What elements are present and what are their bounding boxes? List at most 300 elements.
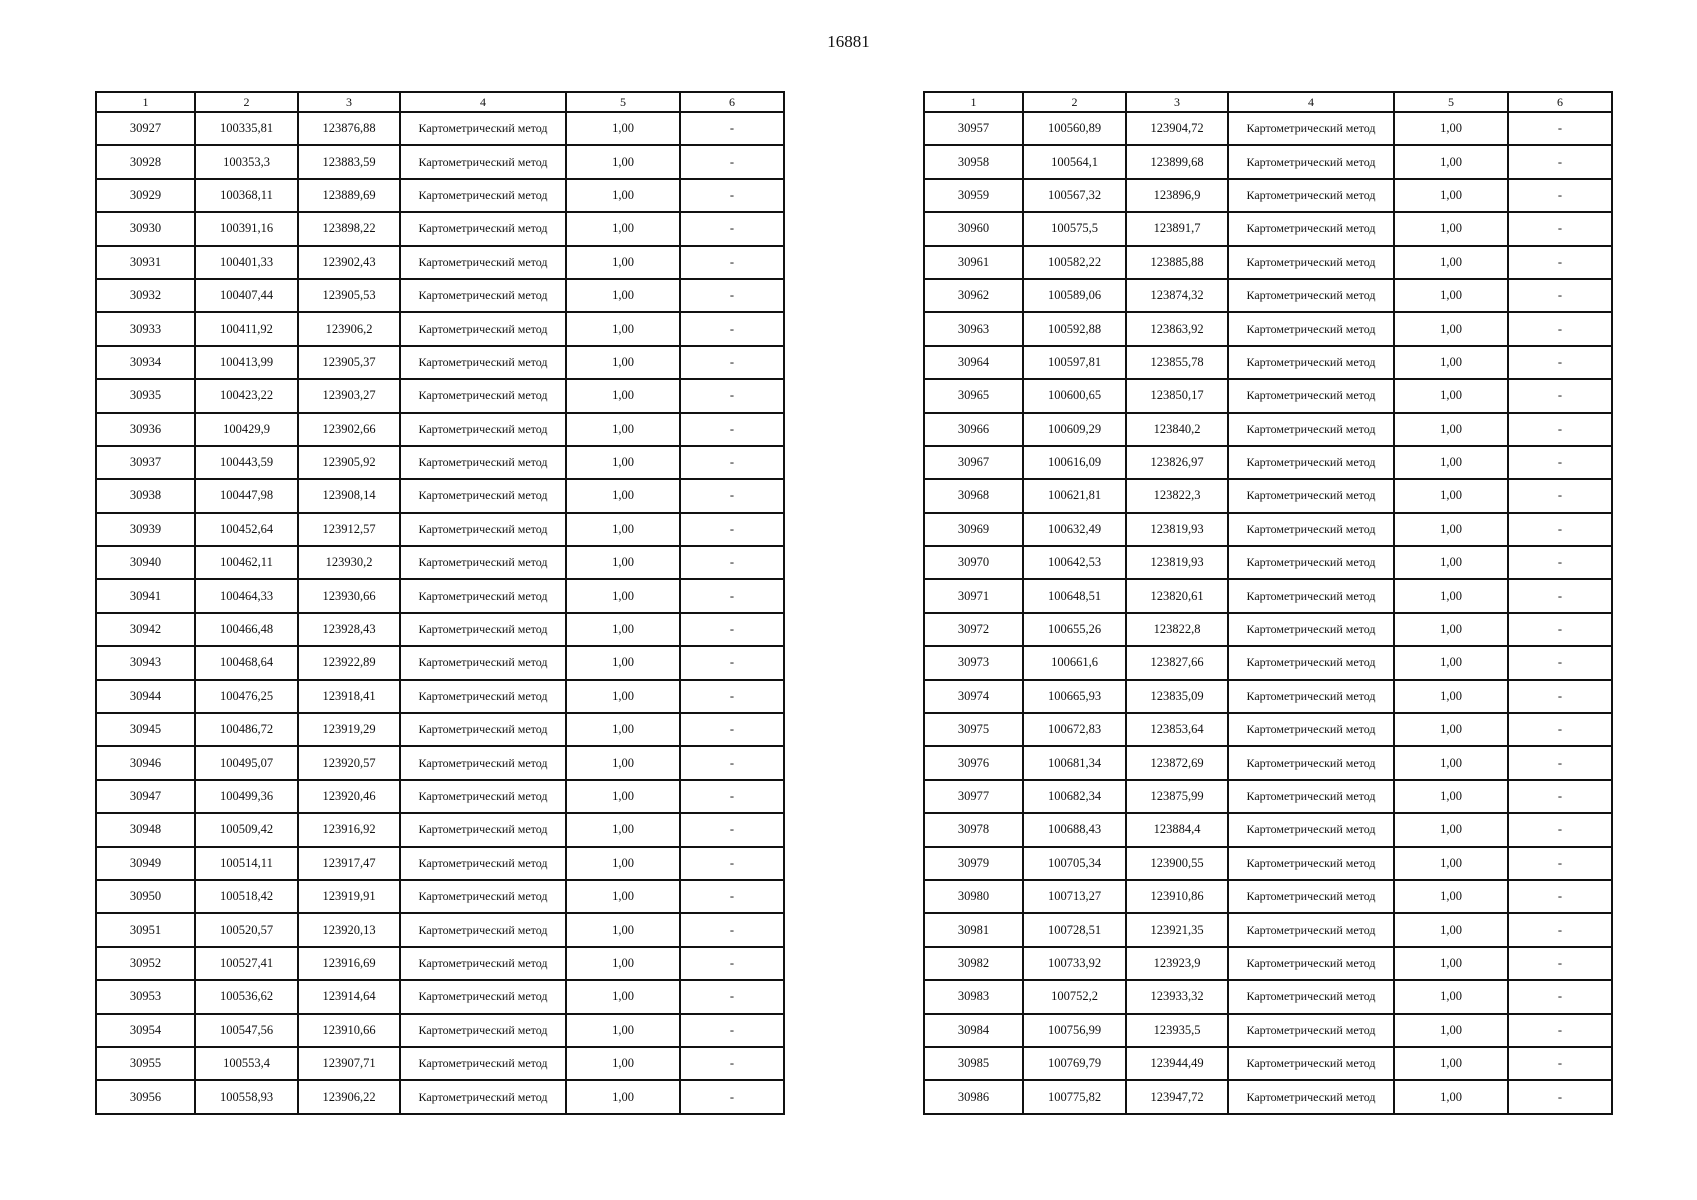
accuracy-cell: 1,00 [566, 179, 680, 212]
description-cell: - [1508, 145, 1612, 178]
x-coordinate-cell: 100769,79 [1023, 1047, 1126, 1080]
method-cell: Картометрический метод [400, 813, 566, 846]
method-cell: Картометрический метод [1228, 413, 1394, 446]
accuracy-cell: 1,00 [566, 579, 680, 612]
x-coordinate-cell: 100582,22 [1023, 246, 1126, 279]
description-cell: - [680, 546, 784, 579]
table-row [96, 680, 784, 713]
accuracy-cell: 1,00 [1394, 413, 1508, 446]
description-cell: - [1508, 980, 1612, 1013]
point-number-cell: 30962 [924, 279, 1023, 312]
point-number-cell: 30933 [96, 312, 195, 345]
x-coordinate-cell: 100558,93 [195, 1080, 298, 1113]
table-row [924, 713, 1612, 746]
method-cell: Картометрический метод [400, 246, 566, 279]
y-coordinate-cell: 123920,57 [298, 746, 400, 779]
accuracy-cell: 1,00 [566, 413, 680, 446]
y-coordinate-cell: 123898,22 [298, 212, 400, 245]
point-number-cell: 30978 [924, 813, 1023, 846]
y-coordinate-cell: 123863,92 [1126, 312, 1228, 345]
y-coordinate-cell: 123903,27 [298, 379, 400, 412]
description-cell: - [680, 980, 784, 1013]
accuracy-cell: 1,00 [1394, 947, 1508, 980]
point-number-cell: 30970 [924, 546, 1023, 579]
accuracy-cell: 1,00 [1394, 813, 1508, 846]
point-number-cell: 30929 [96, 179, 195, 212]
accuracy-cell: 1,00 [1394, 713, 1508, 746]
y-coordinate-cell: 123827,66 [1126, 646, 1228, 679]
description-cell: - [1508, 346, 1612, 379]
description-cell: - [680, 212, 784, 245]
accuracy-cell: 1,00 [566, 913, 680, 946]
point-number-cell: 30965 [924, 379, 1023, 412]
point-number-cell: 30937 [96, 446, 195, 479]
description-cell: - [1508, 880, 1612, 913]
table-row [924, 112, 1612, 145]
table-row [96, 546, 784, 579]
point-number-cell: 30971 [924, 579, 1023, 612]
description-cell: - [680, 913, 784, 946]
table-row [924, 145, 1612, 178]
accuracy-cell: 1,00 [566, 312, 680, 345]
y-coordinate-cell: 123819,93 [1126, 546, 1228, 579]
table-row [96, 646, 784, 679]
description-cell: - [1508, 813, 1612, 846]
description-cell: - [1508, 579, 1612, 612]
method-cell: Картометрический метод [1228, 746, 1394, 779]
method-cell: Картометрический метод [400, 379, 566, 412]
y-coordinate-cell: 123874,32 [1126, 279, 1228, 312]
description-cell: - [680, 246, 784, 279]
accuracy-cell: 1,00 [566, 947, 680, 980]
table-row [96, 513, 784, 546]
point-number-cell: 30940 [96, 546, 195, 579]
table-row [924, 279, 1612, 312]
y-coordinate-cell: 123835,09 [1126, 680, 1228, 713]
table-row [924, 546, 1612, 579]
x-coordinate-cell: 100733,92 [1023, 947, 1126, 980]
x-coordinate-cell: 100728,51 [1023, 913, 1126, 946]
accuracy-cell: 1,00 [1394, 179, 1508, 212]
table-row [96, 179, 784, 212]
description-cell: - [680, 179, 784, 212]
x-coordinate-cell: 100536,62 [195, 980, 298, 1013]
accuracy-cell: 1,00 [566, 346, 680, 379]
table-row [924, 179, 1612, 212]
method-cell: Картометрический метод [1228, 112, 1394, 145]
accuracy-cell: 1,00 [1394, 312, 1508, 345]
table-row [96, 479, 784, 512]
method-cell: Картометрический метод [400, 546, 566, 579]
column-header-1: 1 [96, 92, 195, 112]
method-cell: Картометрический метод [1228, 780, 1394, 813]
y-coordinate-cell: 123905,53 [298, 279, 400, 312]
description-cell: - [680, 413, 784, 446]
description-cell: - [1508, 1047, 1612, 1080]
point-number-cell: 30969 [924, 513, 1023, 546]
x-coordinate-cell: 100648,51 [1023, 579, 1126, 612]
header-row [924, 92, 1612, 112]
description-cell: - [680, 312, 784, 345]
accuracy-cell: 1,00 [1394, 446, 1508, 479]
accuracy-cell: 1,00 [566, 713, 680, 746]
point-number-cell: 30927 [96, 112, 195, 145]
accuracy-cell: 1,00 [566, 646, 680, 679]
accuracy-cell: 1,00 [1394, 479, 1508, 512]
point-number-cell: 30950 [96, 880, 195, 913]
y-coordinate-cell: 123891,7 [1126, 212, 1228, 245]
method-cell: Картометрический метод [1228, 680, 1394, 713]
table-row [924, 1047, 1612, 1080]
point-number-cell: 30960 [924, 212, 1023, 245]
accuracy-cell: 1,00 [1394, 646, 1508, 679]
method-cell: Картометрический метод [1228, 613, 1394, 646]
y-coordinate-cell: 123819,93 [1126, 513, 1228, 546]
point-number-cell: 30980 [924, 880, 1023, 913]
method-cell: Картометрический метод [1228, 913, 1394, 946]
x-coordinate-cell: 100655,26 [1023, 613, 1126, 646]
accuracy-cell: 1,00 [1394, 112, 1508, 145]
description-cell: - [1508, 246, 1612, 279]
point-number-cell: 30953 [96, 980, 195, 1013]
description-cell: - [680, 813, 784, 846]
table-row [924, 312, 1612, 345]
point-number-cell: 30959 [924, 179, 1023, 212]
table-row [96, 413, 784, 446]
method-cell: Картометрический метод [400, 179, 566, 212]
table-row [924, 746, 1612, 779]
table-row [96, 980, 784, 1013]
x-coordinate-cell: 100672,83 [1023, 713, 1126, 746]
x-coordinate-cell: 100391,16 [195, 212, 298, 245]
x-coordinate-cell: 100564,1 [1023, 145, 1126, 178]
method-cell: Картометрический метод [400, 880, 566, 913]
accuracy-cell: 1,00 [566, 1080, 680, 1113]
method-cell: Картометрический метод [1228, 880, 1394, 913]
y-coordinate-cell: 123850,17 [1126, 379, 1228, 412]
accuracy-cell: 1,00 [1394, 780, 1508, 813]
method-cell: Картометрический метод [400, 980, 566, 1013]
table-row [96, 913, 784, 946]
x-coordinate-cell: 100705,34 [1023, 847, 1126, 880]
y-coordinate-cell: 123872,69 [1126, 746, 1228, 779]
method-cell: Картометрический метод [1228, 646, 1394, 679]
description-cell: - [1508, 780, 1612, 813]
y-coordinate-cell: 123905,92 [298, 446, 400, 479]
point-number-cell: 30951 [96, 913, 195, 946]
x-coordinate-cell: 100452,64 [195, 513, 298, 546]
table-row [96, 246, 784, 279]
x-coordinate-cell: 100495,07 [195, 746, 298, 779]
accuracy-cell: 1,00 [566, 980, 680, 1013]
description-cell: - [680, 713, 784, 746]
description-cell: - [1508, 1014, 1612, 1047]
accuracy-cell: 1,00 [566, 513, 680, 546]
x-coordinate-cell: 100423,22 [195, 379, 298, 412]
point-number-cell: 30932 [96, 279, 195, 312]
method-cell: Картометрический метод [400, 413, 566, 446]
accuracy-cell: 1,00 [566, 847, 680, 880]
table-row [96, 379, 784, 412]
accuracy-cell: 1,00 [1394, 980, 1508, 1013]
x-coordinate-cell: 100756,99 [1023, 1014, 1126, 1047]
description-cell: - [1508, 613, 1612, 646]
column-header-4: 4 [400, 92, 566, 112]
x-coordinate-cell: 100443,59 [195, 446, 298, 479]
point-number-cell: 30984 [924, 1014, 1023, 1047]
column-header-1: 1 [924, 92, 1023, 112]
accuracy-cell: 1,00 [1394, 513, 1508, 546]
table-row [96, 1014, 784, 1047]
method-cell: Картометрический метод [400, 279, 566, 312]
table-row [96, 813, 784, 846]
method-cell: Картометрический метод [400, 913, 566, 946]
accuracy-cell: 1,00 [1394, 145, 1508, 178]
y-coordinate-cell: 123917,47 [298, 847, 400, 880]
point-number-cell: 30976 [924, 746, 1023, 779]
point-number-cell: 30936 [96, 413, 195, 446]
description-cell: - [680, 145, 784, 178]
y-coordinate-cell: 123916,92 [298, 813, 400, 846]
y-coordinate-cell: 123853,64 [1126, 713, 1228, 746]
method-cell: Картометрический метод [400, 479, 566, 512]
method-cell: Картометрический метод [1228, 446, 1394, 479]
x-coordinate-cell: 100592,88 [1023, 312, 1126, 345]
y-coordinate-cell: 123902,43 [298, 246, 400, 279]
point-number-cell: 30957 [924, 112, 1023, 145]
y-coordinate-cell: 123899,68 [1126, 145, 1228, 178]
description-cell: - [680, 613, 784, 646]
point-number-cell: 30947 [96, 780, 195, 813]
x-coordinate-cell: 100713,27 [1023, 880, 1126, 913]
method-cell: Картометрический метод [400, 1080, 566, 1113]
method-cell: Картометрический метод [400, 947, 566, 980]
method-cell: Картометрический метод [400, 1014, 566, 1047]
y-coordinate-cell: 123919,91 [298, 880, 400, 913]
point-number-cell: 30946 [96, 746, 195, 779]
y-coordinate-cell: 123896,9 [1126, 179, 1228, 212]
column-header-6: 6 [1508, 92, 1612, 112]
table-row [924, 413, 1612, 446]
point-number-cell: 30964 [924, 346, 1023, 379]
y-coordinate-cell: 123900,55 [1126, 847, 1228, 880]
description-cell: - [680, 513, 784, 546]
y-coordinate-cell: 123826,97 [1126, 446, 1228, 479]
coordinates-table-right [923, 91, 1613, 1115]
method-cell: Картометрический метод [1228, 346, 1394, 379]
description-cell: - [1508, 312, 1612, 345]
description-cell: - [680, 646, 784, 679]
column-header-4: 4 [1228, 92, 1394, 112]
table-row [924, 579, 1612, 612]
y-coordinate-cell: 123933,32 [1126, 980, 1228, 1013]
x-coordinate-cell: 100681,34 [1023, 746, 1126, 779]
description-cell: - [1508, 379, 1612, 412]
method-cell: Картометрический метод [400, 446, 566, 479]
column-header-5: 5 [566, 92, 680, 112]
y-coordinate-cell: 123935,5 [1126, 1014, 1228, 1047]
x-coordinate-cell: 100462,11 [195, 546, 298, 579]
description-cell: - [1508, 847, 1612, 880]
table-row [924, 680, 1612, 713]
x-coordinate-cell: 100688,43 [1023, 813, 1126, 846]
description-cell: - [680, 1047, 784, 1080]
point-number-cell: 30961 [924, 246, 1023, 279]
x-coordinate-cell: 100520,57 [195, 913, 298, 946]
method-cell: Картометрический метод [1228, 513, 1394, 546]
x-coordinate-cell: 100413,99 [195, 346, 298, 379]
x-coordinate-cell: 100466,48 [195, 613, 298, 646]
point-number-cell: 30934 [96, 346, 195, 379]
x-coordinate-cell: 100567,32 [1023, 179, 1126, 212]
point-number-cell: 30954 [96, 1014, 195, 1047]
x-coordinate-cell: 100553,4 [195, 1047, 298, 1080]
y-coordinate-cell: 123908,14 [298, 479, 400, 512]
description-cell: - [1508, 646, 1612, 679]
point-number-cell: 30979 [924, 847, 1023, 880]
column-header-3: 3 [1126, 92, 1228, 112]
table-row [96, 446, 784, 479]
method-cell: Картометрический метод [400, 513, 566, 546]
point-number-cell: 30935 [96, 379, 195, 412]
method-cell: Картометрический метод [1228, 713, 1394, 746]
x-coordinate-cell: 100429,9 [195, 413, 298, 446]
description-cell: - [680, 279, 784, 312]
table-row [96, 312, 784, 345]
method-cell: Картометрический метод [400, 579, 566, 612]
y-coordinate-cell: 123910,66 [298, 1014, 400, 1047]
y-coordinate-cell: 123822,3 [1126, 479, 1228, 512]
page-number: 16881 [827, 32, 870, 51]
x-coordinate-cell: 100609,29 [1023, 413, 1126, 446]
description-cell: - [1508, 947, 1612, 980]
method-cell: Картометрический метод [400, 646, 566, 679]
accuracy-cell: 1,00 [1394, 246, 1508, 279]
description-cell: - [1508, 413, 1612, 446]
x-coordinate-cell: 100476,25 [195, 680, 298, 713]
x-coordinate-cell: 100682,34 [1023, 780, 1126, 813]
method-cell: Картометрический метод [400, 746, 566, 779]
description-cell: - [680, 947, 784, 980]
x-coordinate-cell: 100411,92 [195, 312, 298, 345]
y-coordinate-cell: 123820,61 [1126, 579, 1228, 612]
x-coordinate-cell: 100661,6 [1023, 646, 1126, 679]
description-cell: - [1508, 680, 1612, 713]
point-number-cell: 30981 [924, 913, 1023, 946]
method-cell: Картометрический метод [1228, 312, 1394, 345]
description-cell: - [680, 479, 784, 512]
table-row [96, 212, 784, 245]
method-cell: Картометрический метод [400, 713, 566, 746]
point-number-cell: 30938 [96, 479, 195, 512]
method-cell: Картометрический метод [1228, 579, 1394, 612]
accuracy-cell: 1,00 [566, 246, 680, 279]
point-number-cell: 30985 [924, 1047, 1023, 1080]
accuracy-cell: 1,00 [566, 880, 680, 913]
table-row [924, 813, 1612, 846]
accuracy-cell: 1,00 [566, 145, 680, 178]
method-cell: Картометрический метод [1228, 379, 1394, 412]
y-coordinate-cell: 123918,41 [298, 680, 400, 713]
description-cell: - [680, 346, 784, 379]
x-coordinate-cell: 100547,56 [195, 1014, 298, 1047]
table-row [96, 279, 784, 312]
table-row [96, 880, 784, 913]
accuracy-cell: 1,00 [566, 379, 680, 412]
x-coordinate-cell: 100468,64 [195, 646, 298, 679]
point-number-cell: 30952 [96, 947, 195, 980]
table-row [96, 947, 784, 980]
point-number-cell: 30963 [924, 312, 1023, 345]
x-coordinate-cell: 100600,65 [1023, 379, 1126, 412]
x-coordinate-cell: 100642,53 [1023, 546, 1126, 579]
header-row [96, 92, 784, 112]
point-number-cell: 30931 [96, 246, 195, 279]
description-cell: - [1508, 212, 1612, 245]
point-number-cell: 30939 [96, 513, 195, 546]
point-number-cell: 30968 [924, 479, 1023, 512]
table-row [924, 1080, 1612, 1113]
method-cell: Картометрический метод [1228, 479, 1394, 512]
x-coordinate-cell: 100499,36 [195, 780, 298, 813]
x-coordinate-cell: 100621,81 [1023, 479, 1126, 512]
x-coordinate-cell: 100368,11 [195, 179, 298, 212]
y-coordinate-cell: 123876,88 [298, 112, 400, 145]
description-cell: - [680, 379, 784, 412]
accuracy-cell: 1,00 [1394, 746, 1508, 779]
method-cell: Картометрический метод [1228, 813, 1394, 846]
description-cell: - [680, 680, 784, 713]
y-coordinate-cell: 123912,57 [298, 513, 400, 546]
point-number-cell: 30942 [96, 613, 195, 646]
point-number-cell: 30982 [924, 947, 1023, 980]
x-coordinate-cell: 100407,44 [195, 279, 298, 312]
description-cell: - [680, 780, 784, 813]
table-row [924, 913, 1612, 946]
table-row [924, 379, 1612, 412]
point-number-cell: 30928 [96, 145, 195, 178]
description-cell: - [680, 579, 784, 612]
accuracy-cell: 1,00 [566, 279, 680, 312]
accuracy-cell: 1,00 [1394, 913, 1508, 946]
accuracy-cell: 1,00 [1394, 1014, 1508, 1047]
description-cell: - [1508, 279, 1612, 312]
y-coordinate-cell: 123921,35 [1126, 913, 1228, 946]
method-cell: Картометрический метод [1228, 1014, 1394, 1047]
point-number-cell: 30973 [924, 646, 1023, 679]
y-coordinate-cell: 123885,88 [1126, 246, 1228, 279]
table-row [96, 112, 784, 145]
point-number-cell: 30986 [924, 1080, 1023, 1113]
description-cell: - [680, 446, 784, 479]
point-number-cell: 30930 [96, 212, 195, 245]
accuracy-cell: 1,00 [566, 546, 680, 579]
table-row [924, 880, 1612, 913]
y-coordinate-cell: 123919,29 [298, 713, 400, 746]
description-cell: - [1508, 746, 1612, 779]
table-row [924, 246, 1612, 279]
point-number-cell: 30956 [96, 1080, 195, 1113]
y-coordinate-cell: 123907,71 [298, 1047, 400, 1080]
description-cell: - [680, 880, 784, 913]
point-number-cell: 30977 [924, 780, 1023, 813]
description-cell: - [1508, 913, 1612, 946]
y-coordinate-cell: 123916,69 [298, 947, 400, 980]
accuracy-cell: 1,00 [566, 780, 680, 813]
accuracy-cell: 1,00 [566, 1014, 680, 1047]
x-coordinate-cell: 100514,11 [195, 847, 298, 880]
accuracy-cell: 1,00 [566, 479, 680, 512]
